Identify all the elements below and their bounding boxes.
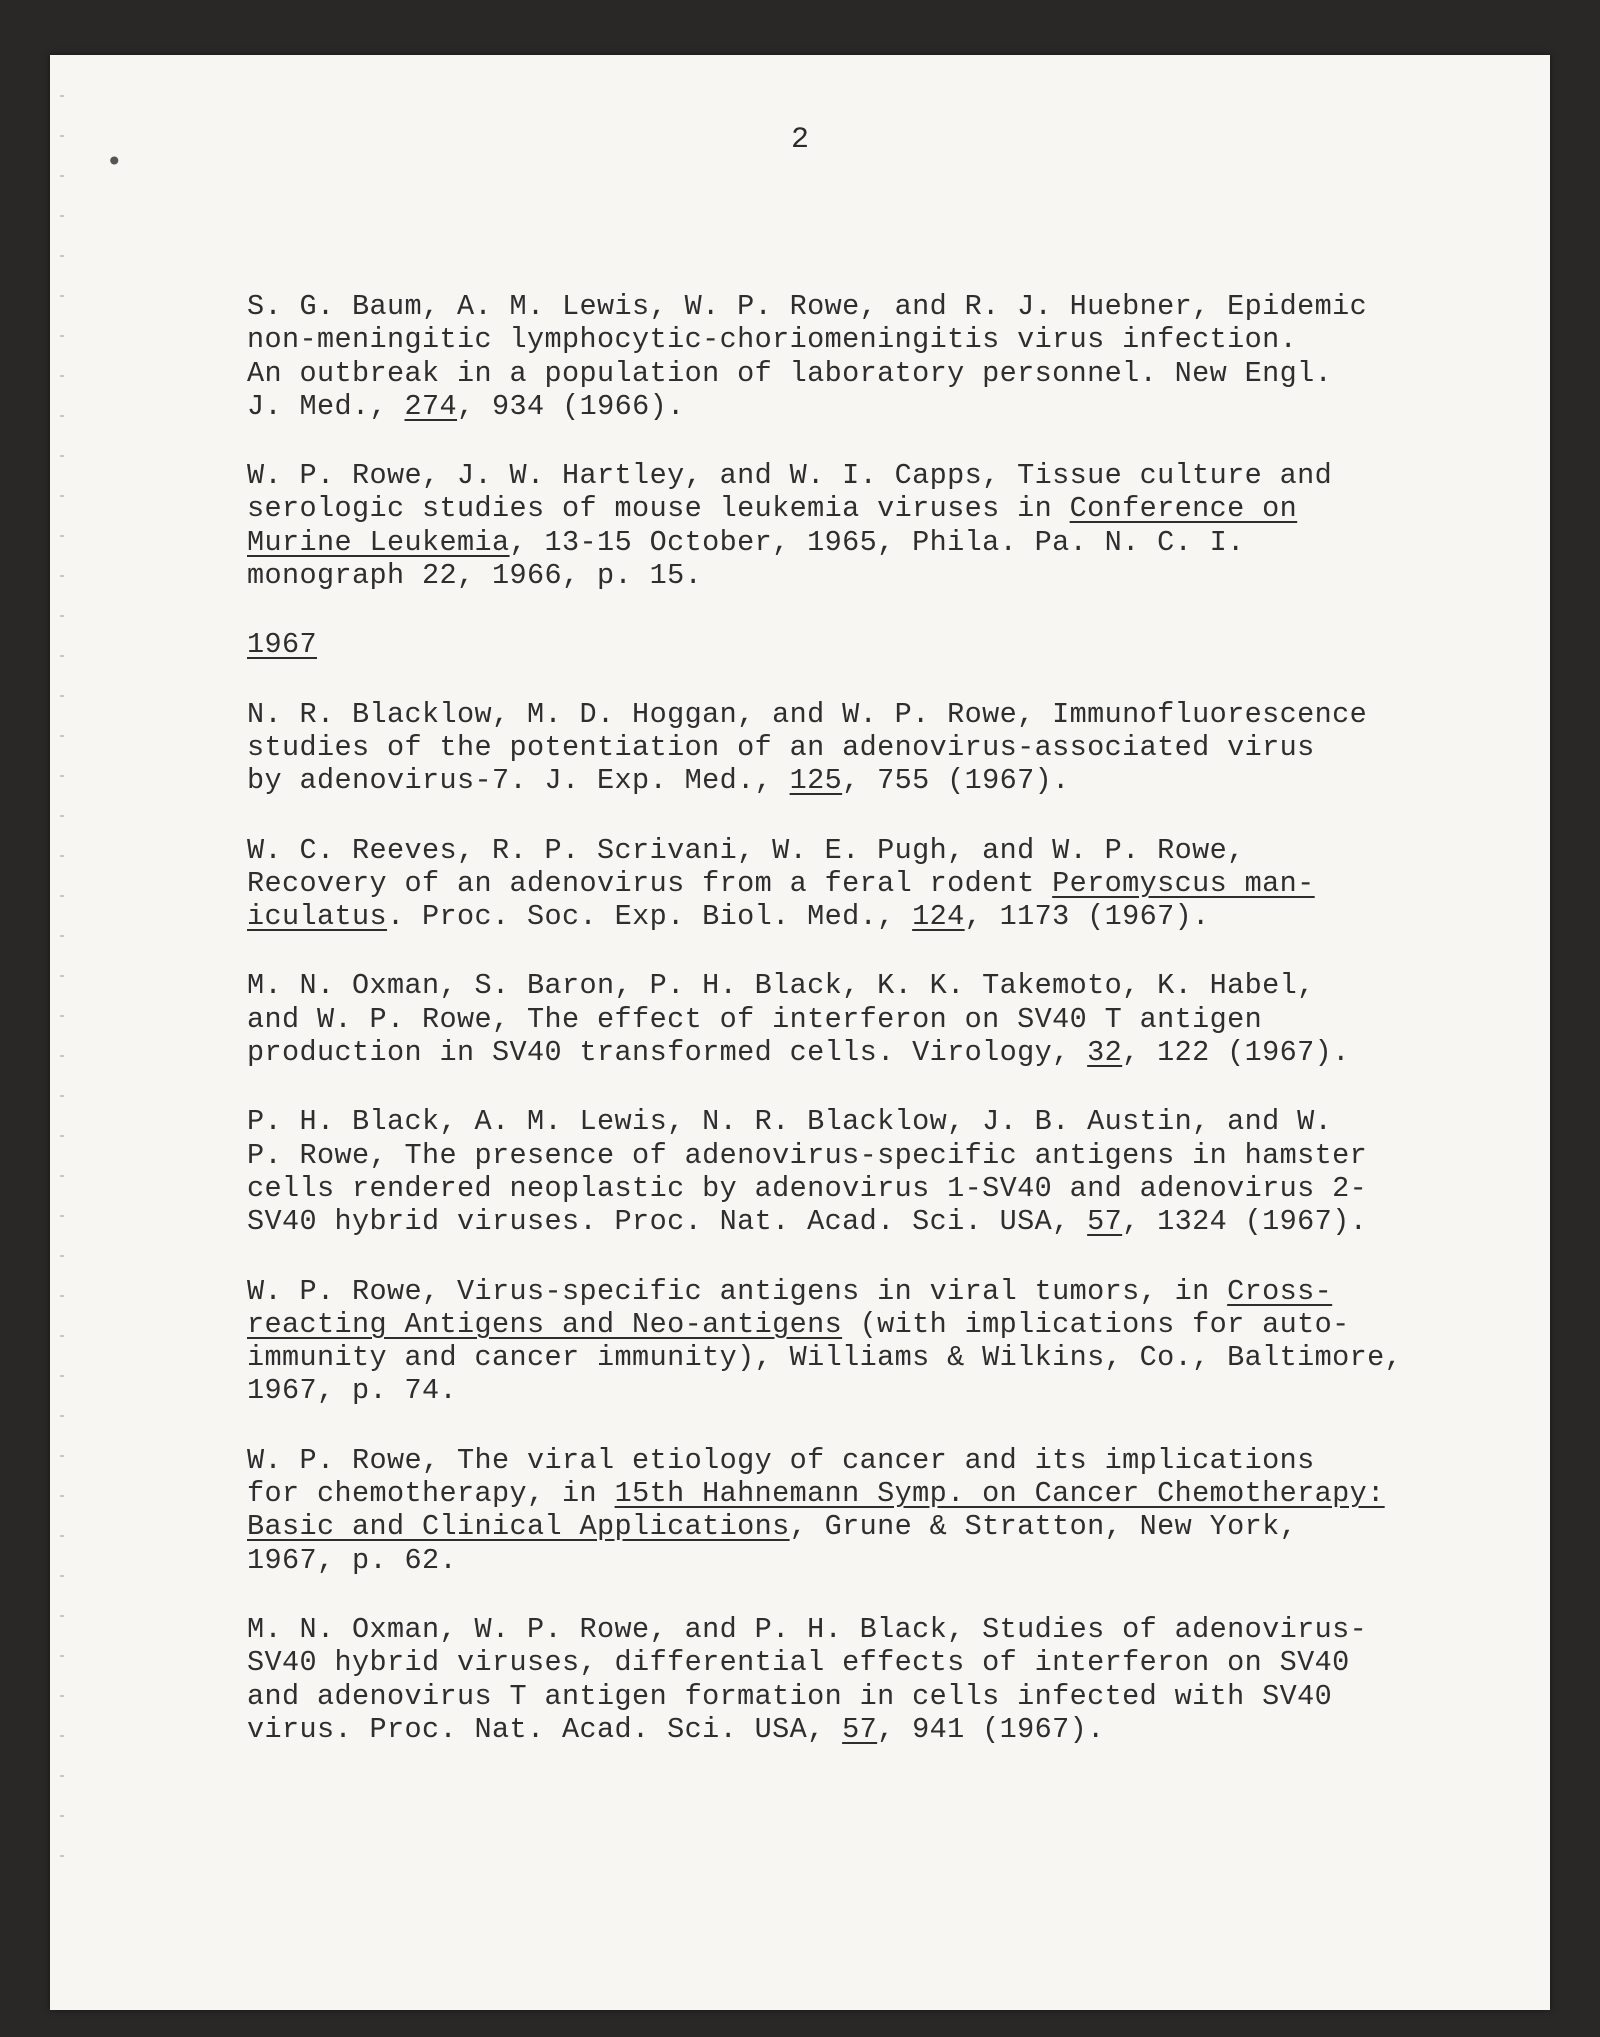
- reference-line: [247, 1444, 1477, 1477]
- reference-text: immunity and cancer immunity), Williams & Wilkins, Co., Baltimore,: [247, 1341, 1403, 1375]
- reference-line: [247, 1341, 1477, 1374]
- reference-line: [247, 526, 1477, 559]
- reference-text: W. P. Rowe, Virus-specific antigens in viral tumors, in: [247, 1274, 1228, 1308]
- reference-line: [247, 459, 1477, 492]
- reference-text: , 122 (1967).: [1122, 1036, 1350, 1070]
- reference-line: [247, 1646, 1477, 1679]
- reference-line: [247, 323, 1477, 356]
- reference-entry: [247, 1613, 1477, 1746]
- reference-entry: [247, 1444, 1477, 1577]
- underlined-text: 32: [1087, 1036, 1123, 1070]
- references-1967: [247, 698, 1477, 1746]
- reference-text: , 941 (1967).: [877, 1712, 1105, 1746]
- reference-line: [247, 1713, 1477, 1746]
- reference-text: 1967, p. 74.: [247, 1374, 458, 1408]
- page-number: 2: [790, 123, 809, 157]
- reference-entry: [247, 969, 1477, 1069]
- reference-entry: [247, 459, 1477, 592]
- references-1966: [247, 290, 1477, 592]
- reference-text: S. G. Baum, A. M. Lewis, W. P. Rowe, and R. J. Huebner, Epidemic: [247, 290, 1368, 323]
- reference-line: [247, 698, 1477, 731]
- reference-text: production in SV40 transformed cells. Virology,: [247, 1036, 1088, 1070]
- underlined-text: 124: [912, 900, 965, 934]
- underlined-text: iculatus: [247, 900, 388, 934]
- reference-text: An outbreak in a population of laboratory personnel. New Engl.: [247, 356, 1333, 390]
- reference-text: non-meningitic lymphocytic-choriomeningitis virus infection.: [247, 323, 1298, 357]
- reference-entry: [247, 698, 1477, 798]
- reference-line: [247, 357, 1477, 390]
- reference-text: W. P. Rowe, The viral etiology of cancer and its implications: [247, 1443, 1315, 1477]
- reference-text: P. H. Black, A. M. Lewis, N. R. Blacklow, J. B. Austin, and W.: [247, 1105, 1333, 1139]
- reference-text: cells rendered neoplastic by adenovirus 1-SV40 and adenovirus 2-: [247, 1171, 1368, 1205]
- reference-text: , 934 (1966).: [457, 389, 685, 423]
- reference-text: (with implications for auto-: [842, 1307, 1350, 1341]
- reference-text: N. R. Blacklow, M. D. Hoggan, and W. P. Rowe, Immunofluorescence: [247, 697, 1368, 731]
- reference-line: [247, 1544, 1477, 1577]
- reference-text: serologic studies of mouse leukemia viruses in: [247, 492, 1070, 526]
- reference-line: [247, 834, 1477, 867]
- reference-text: and W. P. Rowe, The effect of interferon on SV40 T antigen: [247, 1002, 1263, 1036]
- underlined-text: 57: [1087, 1205, 1123, 1239]
- reference-line: [247, 1477, 1477, 1510]
- reference-line: [247, 559, 1477, 592]
- underlined-text: Peromyscus man-: [1052, 866, 1315, 900]
- reference-line: [247, 1275, 1477, 1308]
- reference-entry: [247, 1275, 1477, 1408]
- reference-line: [247, 867, 1477, 900]
- reference-text: monograph 22, 1966, p. 15.: [247, 559, 703, 593]
- binding-holes: [60, 95, 64, 1895]
- document-page: [50, 55, 1550, 2010]
- reference-text: , Grune & Stratton, New York,: [789, 1510, 1298, 1544]
- underlined-text: reacting Antigens and Neo-antigens: [247, 1307, 843, 1341]
- reference-line: [247, 1139, 1477, 1172]
- reference-line: [247, 1308, 1477, 1341]
- reference-text: , 1324 (1967).: [1122, 1205, 1368, 1239]
- reference-line: [247, 390, 1477, 423]
- reference-text: and adenovirus T antigen formation in cells infected with SV40: [247, 1679, 1333, 1713]
- underlined-text: 15th Hahnemann Symp. on Cancer Chemotherapy:: [614, 1477, 1385, 1511]
- reference-line: [247, 900, 1477, 933]
- stray-mark: •: [106, 145, 123, 178]
- reference-text: , 755 (1967).: [842, 764, 1070, 798]
- reference-line: [247, 1105, 1477, 1138]
- reference-line: [247, 492, 1477, 525]
- reference-line: [247, 290, 1477, 323]
- underlined-text: Basic and Clinical Applications: [247, 1510, 790, 1544]
- underlined-text: Conference on: [1069, 492, 1298, 526]
- reference-entry: [247, 834, 1477, 934]
- reference-line: [247, 969, 1477, 1002]
- reference-line: [247, 1510, 1477, 1543]
- reference-entry: [247, 1105, 1477, 1238]
- underlined-text: Murine Leukemia: [247, 525, 510, 559]
- reference-list: [247, 290, 1477, 1782]
- reference-text: . Proc. Soc. Exp. Biol. Med.,: [387, 900, 913, 934]
- reference-text: W. C. Reeves, R. P. Scrivani, W. E. Pugh, and W. P. Rowe,: [247, 833, 1245, 867]
- reference-text: M. N. Oxman, W. P. Rowe, and P. H. Black, Studies of adenovirus-: [247, 1612, 1368, 1646]
- reference-text: J. Med.,: [247, 389, 405, 423]
- reference-entry: [247, 290, 1477, 423]
- reference-text: P. Rowe, The presence of adenovirus-specific antigens in hamster: [247, 1138, 1368, 1172]
- reference-line: [247, 1172, 1477, 1205]
- reference-line: [247, 1036, 1477, 1069]
- reference-text: SV40 hybrid viruses, differential effects of interferon on SV40: [247, 1646, 1350, 1680]
- reference-text: by adenovirus-7. J. Exp. Med.,: [247, 764, 790, 798]
- underlined-text: 125: [789, 764, 843, 798]
- underlined-text: 274: [404, 389, 458, 423]
- reference-text: , 13-15 October, 1965, Phila. Pa. N. C. I.: [509, 525, 1245, 559]
- reference-text: 1967, p. 62.: [247, 1543, 458, 1577]
- reference-line: [247, 731, 1477, 764]
- reference-text: , 1173 (1967).: [964, 900, 1210, 934]
- reference-line: [247, 1374, 1477, 1407]
- reference-line: [247, 1205, 1477, 1238]
- reference-text: W. P. Rowe, J. W. Hartley, and W. I. Capps, Tissue culture and: [247, 459, 1333, 493]
- reference-text: for chemotherapy, in: [247, 1477, 615, 1511]
- reference-line: [247, 1003, 1477, 1036]
- underlined-text: Cross-: [1227, 1274, 1333, 1308]
- reference-text: M. N. Oxman, S. Baron, P. H. Black, K. K. Takemoto, K. Habel,: [247, 969, 1315, 1003]
- reference-text: studies of the potentiation of an adenovirus-associated virus: [247, 730, 1315, 764]
- reference-text: virus. Proc. Nat. Acad. Sci. USA,: [247, 1712, 843, 1746]
- reference-line: [247, 1613, 1477, 1646]
- reference-text: Recovery of an adenovirus from a feral rodent: [247, 866, 1053, 900]
- underlined-text: 57: [842, 1712, 878, 1746]
- reference-line: [247, 1680, 1477, 1713]
- reference-line: [247, 764, 1477, 797]
- reference-text: SV40 hybrid viruses. Proc. Nat. Acad. Sci. USA,: [247, 1205, 1088, 1239]
- year-heading: 1967: [247, 628, 318, 662]
